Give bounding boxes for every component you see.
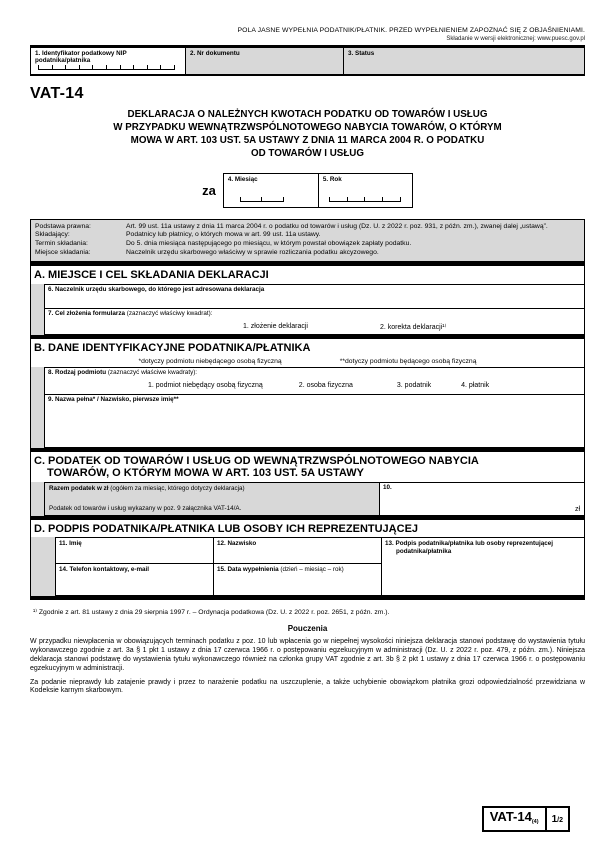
document-number-label: 2. Nr dokumentu	[190, 49, 240, 57]
identification-row	[30, 45, 585, 76]
legal-text: Podatnicy lub płatnicy, o których mowa w art. 99 ust. 11a ustawy.	[126, 231, 321, 239]
section-c-title	[31, 452, 584, 482]
form-title	[30, 108, 585, 160]
field-9-nazwa-input[interactable]	[44, 394, 585, 448]
field-8-label: 8. Rodzaj podmiotu (zaznaczyć właściwe kwadraty):	[48, 369, 198, 377]
tick-segment	[240, 197, 262, 202]
section-b	[30, 335, 585, 448]
sum-note: Podatek od towarów i usług wykazany w poz. 9 załącznika VAT-14/A.	[49, 504, 242, 512]
tick-segment	[79, 65, 93, 70]
tick-segment	[52, 65, 66, 70]
section-gutter	[31, 482, 44, 516]
legal-label: Termin składania:	[35, 239, 88, 247]
form-symbol: VAT-14	[30, 84, 84, 102]
section-d	[30, 516, 585, 597]
form-content	[30, 0, 585, 696]
legal-info-box	[30, 219, 585, 263]
tick-segment	[261, 197, 284, 202]
field-12-nazwisko-input[interactable]: 12. Nazwisko	[214, 538, 382, 564]
field-13-podpis-input[interactable]: 13. Podpis podatnika/płatnika lub osoby reprezentującej podatnika/płatnika	[385, 539, 553, 555]
tick-segment	[160, 65, 175, 70]
legal-label: Miejsce składania:	[35, 248, 91, 256]
field-6-naczelnik-input[interactable]	[44, 284, 585, 309]
section-gutter	[31, 367, 44, 448]
tick-segment	[347, 197, 365, 202]
fill-instruction-note: POLA JASNE WYPEŁNIA PODATNIK/PŁATNIK. PRZED WYPEŁNIENIEM ZAPOZNAĆ SIĘ Z OBJAŚNIENIAMI.	[237, 27, 585, 34]
field-15-data-input[interactable]: 15. Data wypełnienia (dzień – miesiąc – rok)	[214, 564, 382, 595]
field-14-telefon-input[interactable]: 14. Telefon kontaktowy, e-mail	[56, 564, 214, 595]
field-9-label: 9. Nazwa pełna* / Nazwisko, pierwsze imię**	[48, 396, 179, 404]
page-total: /2	[557, 816, 563, 824]
section-gutter	[31, 537, 55, 596]
form-version: (4)	[531, 819, 539, 825]
section-a-title: A. MIEJSCE I CEL SKŁADANIA DEKLARACJI	[31, 266, 584, 284]
tick-segment	[92, 65, 106, 70]
pouczenia-title: Pouczenia	[287, 624, 328, 634]
field-8-rodzaj-podmiotu	[44, 367, 585, 395]
tick-segment	[133, 65, 147, 70]
field-10-description-cell	[44, 482, 380, 516]
tick-segment	[364, 197, 382, 202]
tick-segment	[382, 197, 401, 202]
month-label: 4. Miesiąc	[227, 175, 258, 183]
page-indicator	[547, 808, 568, 830]
section-c	[30, 448, 585, 516]
legal-row-miejsce	[35, 249, 579, 258]
legal-row-skladajacy	[35, 231, 579, 240]
year-input[interactable]	[329, 197, 401, 202]
tick-segment	[147, 65, 161, 70]
option-osoba-fizyczna[interactable]: 2. osoba fizyczna	[298, 381, 353, 389]
field-7-label: 7. Cel złożenia formularza (zaznaczyć właściwy kwadrat):	[48, 310, 213, 318]
form-code: VAT-14(4)	[484, 808, 547, 830]
legal-row-podstawa	[35, 223, 579, 232]
field-4-month-box	[224, 174, 318, 207]
legal-label: Składający:	[35, 231, 70, 239]
section-c-title-line2: TOWARÓW, O KTÓRYM MOWA W ART. 103 UST. 5A USTAWY	[47, 467, 364, 480]
sum-label: Razem podatek w zł (ogółem za miesiąc, którego dotyczy deklaracja)	[49, 484, 245, 492]
legal-text: Naczelnik urzędu skarbowego właściwy w sprawie rozliczania podatku akcyzowego.	[126, 248, 379, 256]
section-b-asterisk-notes	[31, 356, 584, 367]
field-8-options	[48, 382, 581, 389]
status-cell	[343, 48, 585, 74]
tick-segment	[65, 65, 79, 70]
tick-segment	[329, 197, 347, 202]
note-double-asterisk: **dotyczy podmiotu będącego osobą fizyczną	[339, 357, 477, 365]
tick-segment	[106, 65, 120, 70]
section-b-body	[31, 367, 584, 448]
option-korekta-deklaracji[interactable]: 2. korekta deklaracji¹⁾	[379, 323, 447, 331]
closing-divider-bar	[30, 596, 585, 600]
section-a	[30, 262, 585, 335]
field-7-cel-zlozenia	[44, 308, 585, 335]
form-title-line: W PRZYPADKU WEWNĄTRZWSPÓLNOTOWEGO NABYCIA TOWARÓW, O KTÓRYM	[113, 121, 502, 133]
legal-text: Do 5. dnia miesiąca następującego po miesiącu, w którym powstał obowiązek zapłaty podatku.	[126, 239, 412, 247]
year-label: 5. Rok	[322, 175, 342, 183]
field-7-options	[48, 323, 581, 331]
section-c-title-line1: C. PODATEK OD TOWARÓW I USŁUG OD WEWNĄTRZWSPÓLNOTOWEGO NABYCIA	[34, 454, 479, 467]
section-c-body	[31, 482, 584, 516]
field-10-amount-input[interactable]	[380, 482, 585, 516]
signature-table	[55, 537, 585, 596]
legal-text: Art. 99 ust. 11a ustawy z dnia 11 marca 2004 r. o podatku od towarów i usług (Dz. U. z 2022 r. poz. 931, z późn. zm.), zwanej dalej „ustawą”.	[126, 222, 548, 230]
period-row	[30, 173, 585, 208]
legal-row-termin	[35, 240, 579, 249]
section-b-title: B. DANE IDENTYFIKACYJNE PODATNIKA/PŁATNIKA	[31, 339, 584, 357]
currency-label: zł	[574, 505, 580, 513]
document-number-cell	[185, 48, 343, 74]
za-label: za	[202, 182, 216, 198]
field-11-imie-input[interactable]: 11. Imię	[56, 538, 214, 564]
legal-label: Podstawa prawna:	[35, 222, 91, 230]
nip-cell	[30, 48, 185, 74]
form-version-box	[482, 806, 570, 832]
note-single-asterisk: *dotyczy podmiotu niebędącego osobą fizyczną	[138, 357, 282, 365]
form-title-line: MOWA W ART. 103 UST. 5A USTAWY Z DNIA 11 MARCA 2004 R. O PODATKU	[130, 134, 485, 146]
period-boxes	[223, 173, 413, 208]
footnote-1: ¹⁾ Zgodnie z art. 81 ustawy z dnia 29 sierpnia 1997 r. – Ordynacja podatkowa (Dz. U. z 2022 r. poz. 2651, z późn. zm.).	[33, 609, 390, 617]
field-6-label: 6. Naczelnik urzędu skarbowego, do którego jest adresowana deklaracja	[48, 286, 265, 294]
option-zlozenie-deklaracji[interactable]: 1. złożenie deklaracji	[243, 322, 308, 330]
electronic-filing-note: Składanie w wersji elektronicznej: www.puesc.gov.pl	[446, 35, 585, 42]
field-10-number: 10.	[383, 484, 392, 492]
pouczenia-paragraph-2: Za podanie nieprawdy lub zatajenie prawdy i przez to narażenie podatku na uszczuplenie, a także uchybienie obowiązkom płatnika grozi odpowiedzialność przewidziana w Kodeksie karnym skarbowym.	[30, 678, 585, 695]
status-label: 3. Status	[348, 49, 375, 57]
section-gutter	[31, 284, 44, 335]
section-a-body	[31, 284, 584, 335]
nip-label: 1. Identyfikator podatkowy NIP podatnika/płatnika	[35, 49, 127, 64]
page-number: 1	[551, 813, 558, 825]
tick-segment	[38, 65, 52, 70]
nip-input[interactable]	[38, 65, 175, 70]
month-input[interactable]	[240, 197, 284, 202]
option-podmiot-niebedacy[interactable]: 1. podmiot niebędący osobą fizyczną	[148, 381, 263, 389]
form-title-line: DEKLARACJA O NALEŻNYCH KWOTACH PODATKU OD TOWARÓW I USŁUG	[127, 108, 488, 120]
option-platnik[interactable]: 4. płatnik	[461, 381, 490, 389]
section-d-title: D. PODPIS PODATNIKA/PŁATNIKA LUB OSOBY ICH REPREZENTUJĄCEJ	[31, 520, 584, 538]
field-5-year-box	[318, 174, 412, 207]
form-title-line: OD TOWARÓW I USŁUG	[250, 147, 365, 159]
top-notes	[30, 0, 585, 42]
tick-segment	[120, 65, 134, 70]
section-d-body	[31, 537, 584, 596]
option-podatnik[interactable]: 3. podatnik	[396, 381, 432, 389]
pouczenia-paragraph-1: W przypadku niewpłacenia w obowiązujących terminach podatku z poz. 10 lub wpłacenia go w niepełnej wysokości niniejsza deklaracja stanowi podstawę do wystawienia tytułu wykonawczego zgodnie z art. 3a § 1 pkt 1 ustawy z dnia 17 czerwca 1966 r. o postępowaniu egzekucyjnym w administracji (Dz. U. z 2022 r. poz. 479, z późn. zm.). Niniejsza deklaracja stanowi podstawę do wystawienia tytułu wykonawczego również na członka grupy VAT zgodnie z art. 3b § 2 pkt 1 ustawy z dnia 17 czerwca 1966 r. o postępowaniu egzekucyjnym w administracji.	[30, 638, 585, 672]
